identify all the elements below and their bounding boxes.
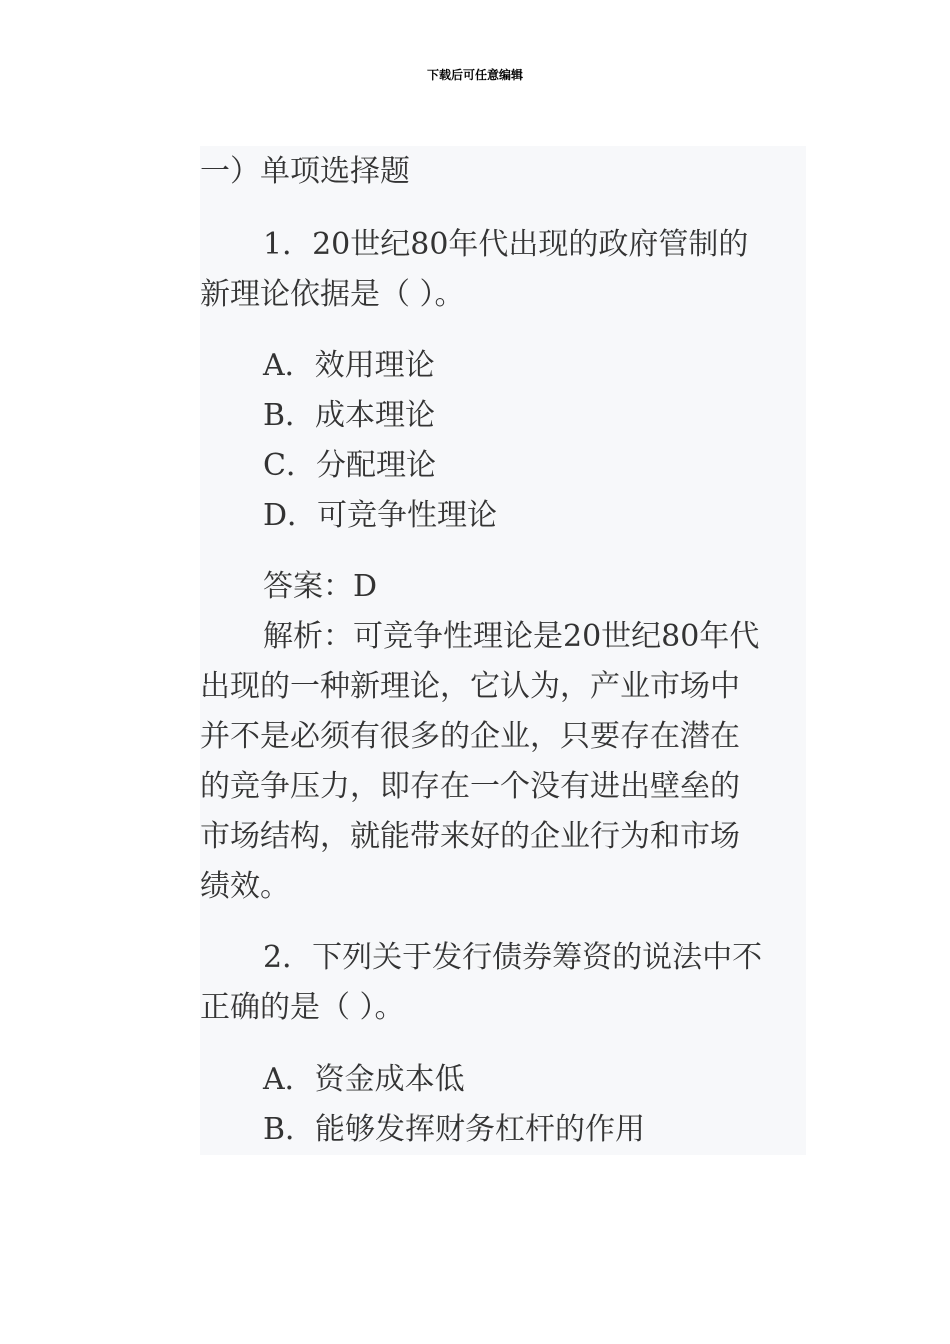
option-c: C．分配理论 (263, 448, 436, 483)
analysis-line: 绩效。 (200, 869, 290, 904)
analysis-line: 并不是必须有很多的企业，只要存在潜在 (200, 719, 740, 754)
header-note: 下载后可任意编辑 (426, 68, 523, 82)
option-a: A．资金成本低 (263, 1062, 465, 1097)
question-stem-line: 正确的是（ ）。 (200, 990, 405, 1025)
option-d: D．可竞争性理论 (263, 498, 498, 533)
analysis-line: 的竞争压力，即存在一个没有进出壁垒的 (200, 769, 740, 804)
analysis-line: 市场结构，就能带来好的企业行为和市场 (200, 819, 740, 854)
analysis-line: 出现的一种新理论，它认为，产业市场中 (200, 669, 740, 704)
analysis-line: 解析：可竞争性理论是20世纪80年代 (263, 619, 760, 654)
question-stem-line: 新理论依据是（ ）。 (200, 277, 465, 312)
question-stem-line: 1．20世纪80年代出现的政府管制的 (263, 227, 749, 262)
option-a: A．效用理论 (263, 348, 435, 383)
content-panel (200, 146, 806, 1155)
option-b: B．成本理论 (263, 398, 436, 433)
option-b: B．能够发挥财务杠杆的作用 (263, 1112, 646, 1147)
question-stem-line: 2．下列关于发行债券筹资的说法中不 (263, 940, 763, 975)
section-title: 一）单项选择题 (200, 154, 410, 189)
answer-line: 答案：D (263, 569, 378, 604)
